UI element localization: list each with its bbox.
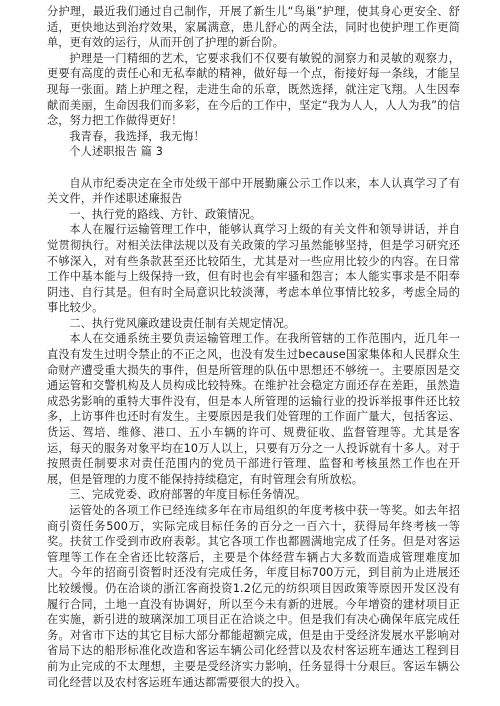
motto-line: 我青春，我选择，我无悔！ — [69, 129, 205, 143]
section-body-1: 本人在履行运输管理工作中，能够认真学习上级的有关文件和领导讲话，并自觉贯彻执行。对相关法律法规以及有关政策的学习虽然能够坚持，但是学习研究还不够深入，对有些条款甚至还比较陌生，尤其是对一些应用比较少的内容。在日常工作中基本能与上级保持一致，但有时也会有牢骚和怨言；本人能实事求是不阳奉阴违、自行其是。但有时全局意识比较淡薄，考虑本单位事情比较多，考虑全局的事比较少。 — [47, 223, 460, 315]
report-opening-paragraph: 自从市纪委决定在全市处级干部中开展勤廉公示工作以来，本人认真学习了有关文件，并作述职述廉报告 — [47, 176, 460, 206]
intro-paragraph: 分护理，最近我们通过自己制作，开展了新生儿“鸟巢”护理，使其身心更安全、舒适，更快地达到治疗效果，家属满意，患儿舒心的两全法，同时也使护理工作更简单，更有效的运行，从而开创了护理的新台阶。 — [47, 5, 460, 50]
section-body-2: 本人在交通系统主要负责运输管理工作。在我所管辖的工作范围内，近几年一直没有发生过明令禁止的不正之风，也没有发生过because国家集体和人民群众生命财产遭受重大损失的事件，但是所管理的队伍中思想还不够统一。主要原因是交通运管和交警机构及人员构成比较特殊。在维护社会稳定方面还存在差距，虽然造成恐劣影响的重特大事件没有，但是本人所管理的运输行业的投诉举报事件还比较多，上访事件也还时有发生。主要原因是我们处管理的工作面广量大，包括客运、货运、驾培、维修、港口、五小车辆的许可、规费征收、监督管理等。尤其是客运，每天的服务对象平均在10万人以上，只要有万分之一人投诉就有十多人。对于按照责任制要求对责任范围内的党员干部进行管理、监督和考核虽然工作也在开展，但是管理的力度不能保持持续稳定，有时管理会有所放松。 — [47, 332, 460, 486]
section-body-3: 运管处的各项工作已经连续多年在市局组织的年度考核中获一等奖。如去年招商引资任务500万，实际完成目标任务的百分之一百六十，获得局年终考核一等奖。扶贫工作受到市政府表彰。其它各项工作也都圆满地完成了任务。但是对客运管理等工作在全省还比较落后，主要是个体经营车辆占大多数而造成管理难度加大。今年的招商引资暂时还没有完成任务，年度目标700万元，到目前为止进展还比较缓慢。仍在洽谈的浙江客商投资1.2亿元的纺织项目因政策等原因开发区没有履行合同，土地一直没有协调好，所以至今未有新的进展。今年增资的建材项目正在实施，新引进的玻璃深加工项目正在洽谈之中。但是我们有决心确保年底完成任务。对省市下达的其它目标大部分都能超额完成，但是由于受经济发展水平影响对省局下达的船形标准化改造和客运车辆公司化经营以及农村客运班车通达工程到目前为止完成的不太理想，主要是受经济实力影响，任务显得十分艰巨。客运车辆公司化经营以及农村客运班车通达都需要很大的投入。 — [47, 504, 460, 689]
section-heading-1: 一、执行党的路线、方针、政策情况。 — [69, 207, 262, 221]
section-heading-3: 三、完成党委、政府部署的年度目标任务情况。 — [69, 488, 307, 502]
report-title: 个人述职报告 篇 3 — [69, 145, 163, 159]
blank-line — [47, 160, 460, 176]
nursing-art-paragraph: 护理是一门精细的艺术，它要求我们不仅要有敏锐的洞察力和灵敏的观察力，更要有高度的责任心和无私奉献的精神，做好每一个点，衔接好每一条线，才能呈现每一张面。踏上护理之程，走进生命的乐章，既然选择，就注定飞翔。人生因奉献而美丽，生命因我们而多彩，在今后的工作中，坚定“我为人人，人人为我”的信念，努力把工作做得更好！ — [47, 51, 460, 128]
section-heading-2: 二、执行党风廉政建设责任制有关规定情况。 — [69, 316, 296, 330]
